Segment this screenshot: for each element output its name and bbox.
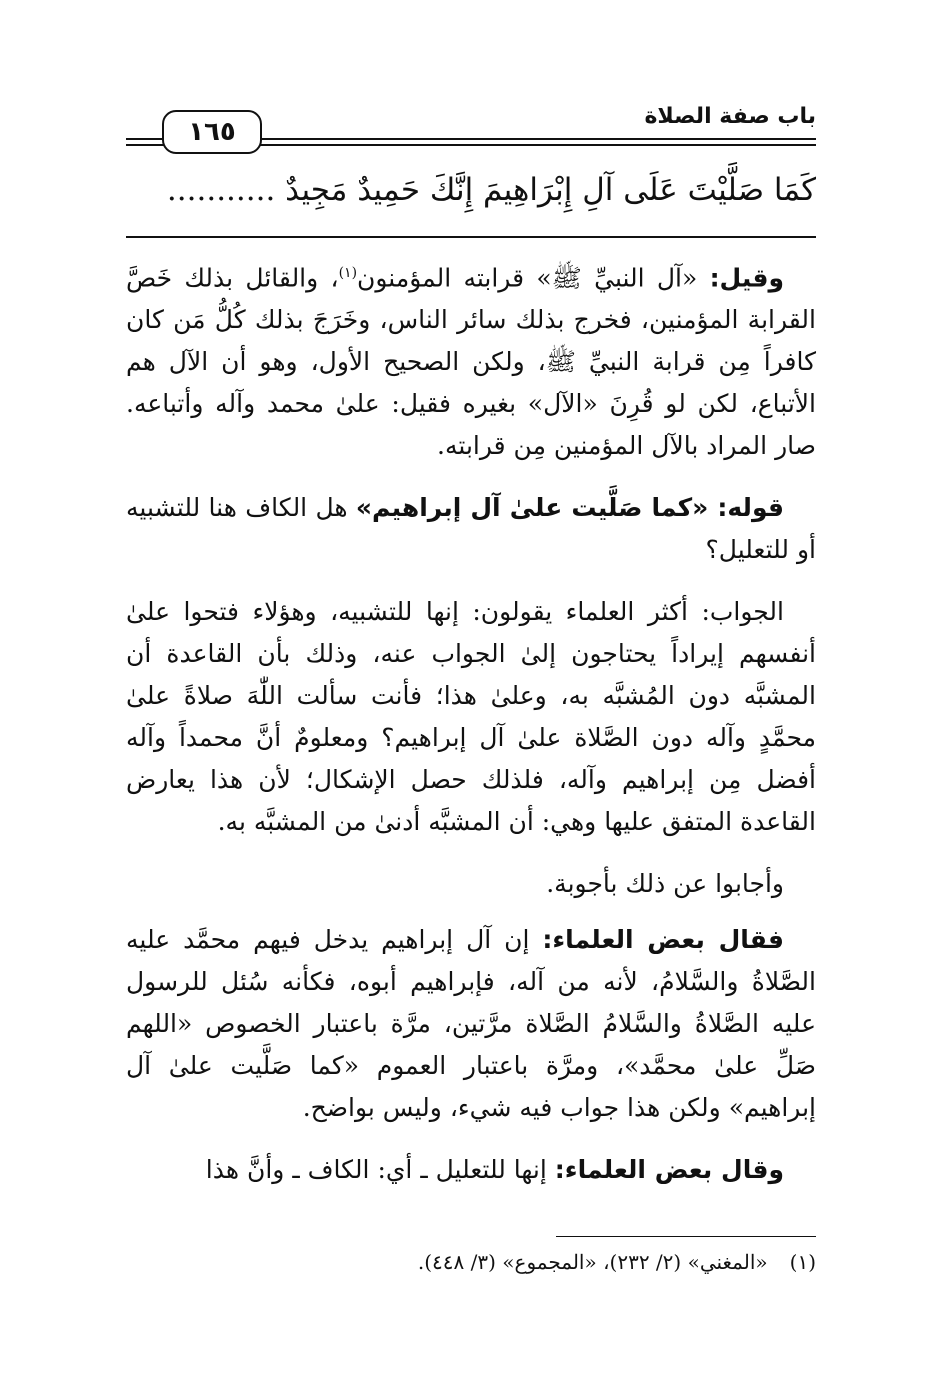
page-number: ١٦٥: [162, 110, 262, 154]
paragraph-lead: قوله: «كما صَلَّيت علىٰ آل إبراهيم»: [355, 493, 784, 523]
footnote-number: (١): [789, 1250, 816, 1274]
paragraph-lead: وقيل:: [709, 263, 784, 293]
paragraph-text: إنها للتعليل ـ أي: الكاف ـ وأنَّ هذا: [205, 1155, 555, 1185]
paragraph: [126, 252, 816, 467]
footnote-rule: [556, 1236, 816, 1237]
hadith-verse: كَمَا صَلَّيْتَ عَلَى آلِ إِبْرَاهِيمَ إِنَّكَ حَمِيدٌ مَجِيدٌ ...........: [166, 172, 816, 208]
paragraph: [126, 863, 816, 905]
paragraph-text: وأجابوا عن ذلك بأجوبة.: [546, 869, 784, 899]
paragraph-lead: فقال بعض العلماء:: [542, 925, 785, 955]
footnote-text: «المغني» (٢/ ٢٣٢)، «المجموع» (٣/ ٤٤٨).: [417, 1250, 768, 1274]
paragraph-text-cont: ، والقائل بذلك خَصَّ القرابة المؤمنين، فخرج بذلك سائر الناس، وخَرَجَ بذلك كُلُّ مَن كان كافراً مِن قرابة النبيِّ ﷺ، ولكن الصحيح الأول، وهو أن الآل هم الأتباع، لكن لو قُرِنَ «الآل» بغيره فقيل: علىٰ محمد وآله وأتباعه. صار المراد بالآل المؤمنين مِن قرابته.: [126, 263, 816, 461]
paragraph-text: «آل النبيِّ ﷺ» قرابته المؤمنون: [357, 263, 710, 293]
paragraph-text: إن آل إبراهيم يدخل فيهم محمَّد عليه الصَّلاةُ والسَّلامُ، لأنه من آله، فإبراهيم أبوه، فكأنه سُئل للرسول عليه الصَّلاةُ والسَّلامُ الصَّلاة مرَّتين، مرَّة باعتبار الخصوص «اللهم صَلِّ علىٰ محمَّد»، ومرَّة باعتبار العموم «كما صَلَّيت علىٰ آل إبراهيم» ولكن هذا جواب فيه شيء، وليس بواضح.: [126, 925, 816, 1123]
paragraph: [126, 919, 816, 1129]
paragraph: [126, 487, 816, 571]
page-header: [126, 100, 816, 152]
body-text: [126, 252, 816, 1211]
footnote-ref: (١): [338, 265, 358, 281]
chapter-title: باب صفة الصلاة: [644, 104, 816, 129]
paragraph-lead: وقال بعض العلماء:: [554, 1155, 784, 1185]
footnote: [126, 1246, 816, 1278]
verse-separator: [126, 236, 816, 238]
paragraph-text: هل الكاف هنا للتشبيه أو للتعليل؟: [126, 493, 816, 565]
paragraph-text: الجواب: أكثر العلماء يقولون: إنها للتشبيه، وهؤلاء فتحوا علىٰ أنفسهم إيراداً يحتاجون إلىٰ الجواب عنه، وذلك بأن القاعدة أن المشبَّه دون المُشبَّه به، وعلىٰ هذا؛ فأنت سألت اللّٰهَ صلاةً علىٰ محمَّدٍ وآله دون الصَّلاة علىٰ آل إبراهيم؟ ومعلومٌ أنَّ محمداً وآله أفضل مِن إبراهيم وآله، فلذلك حصل الإشكال؛ لأن هذا يعارض القاعدة المتفق عليها وهي: أن المشبَّه أدنىٰ من المشبَّه به.: [126, 597, 816, 837]
paragraph: [126, 1149, 816, 1191]
paragraph: [126, 591, 816, 843]
